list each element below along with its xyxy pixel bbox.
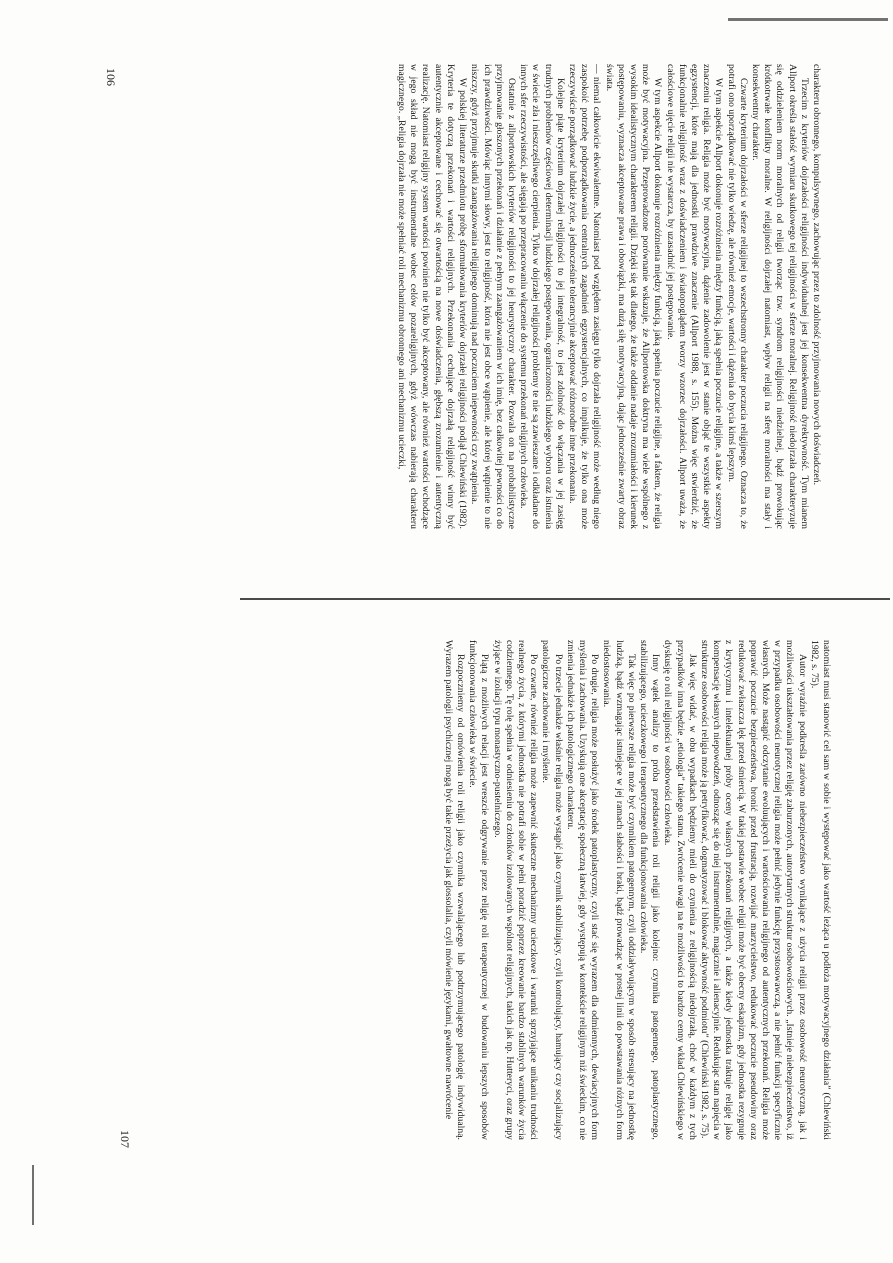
paragraph: Kolejne piąte kryterium dojrzałej religijności to jej integralność, to jest zdolność do włączania w jej zasięg trudnych problemów częściowej determinacji ludzkiego postępowania, ograniczoności ludzkiego wyboru oraz istnienia w świecie zła i nieszczęśliwego cierpienia. Tylko w dojrzałej religijności problemy te nie są zawieszane i odkładane do innych sfer rzeczywistości, ale sięgają po przepracowaniu włączenie do systemu przekonań religijnych człowieka. [518, 64, 566, 529]
page-106-text [122, 64, 822, 529]
paragraph: Czwarte kryterium dojrzałości w sferze religijnej to wszechstronny charakter poczucia religijnego. Oznacza to, że potrafi ono uporządkować nie tylko wiedzę, ale również emocje, wartości i dążenia do bycia kimś lepszym. [725, 64, 749, 529]
paragraph: — niemal całkowicie ekwiwalentne. Natomiast pod względem zasięgu tylko dojrzała religijność może według niego zaspokoić potrzebę podporządkowania centralnych zagadnień egzystencjalnych, co implikuje, że tylko ona może rzeczywiście porządkować ludzkie życie, a jednocześnie tolerancyjnie akceptować różnorodne inne przekonania. [566, 64, 603, 529]
paragraph: Ostatnie z allportowskich kryteriów religijności to jej heurystyczny charakter. Pozwala on na probabilistyczne przyjmowanie głoszonych przekonań i działanie z pełnym zaangażowaniem w ich imię, bez całkowitej pewności co do ich prawdziwości. Mówiąc innymi słowy, jest to religijność, która nie jest obce wątpienie, ale której wątpienie to nie niszczy, gdyż przyjmuje skutki zaangażowania religijnego dominują nad poczuciem niepewności czy zwątpienia. [469, 64, 517, 529]
paragraph: Autor wyraźnie podkreśla zarówno niebezpieczeństwo wynikające z użycia religii przez osobowość neurotyczną, jak i możliwości ukształtowania przez religię zaburzonych, autorytarnych struktur osobowościowych. „Istnieje niebezpieczeństwo, iż w przypadku osobowości neurotycznej religia może pełnić jedynie funkcję przystosowawczą, a nie pełnić funkcji specyficznie własnych. Może nastąpić odczytanie ewoluujących i wartościowania religijnego od autentycznych przekonań. Religia może poprawić poczucie bezpieczeństwa, bronić przed frustracją, rozwijać marzycielstwo, redukować poczucie pseudowiny oraz redukować zwłaszcza lęk przed śmiercią. W takiej postawie wobec religii może być obecny eskapizm, gdy jednostka rezygnuje z krytycyzmu i intelektualnej próby oceny własnych przekonań religijnych, a także kiedy jednostka traktuje religię jako kompensację własnych niepowodzeń, odnosząc się do niej instrumentalnie, magicznie i alienacyjnie. Redukując stan napięcia w strukturze osobowości religia może ją petryfikować, dogmatyzować i blokować aktywność podmiotu” (Chlewiński 1982, s. 75). [698, 640, 808, 1140]
page-107-text [62, 640, 832, 1140]
paragraph: Trzecim z kryteriów dojrzałości religijności indywidualnej jest jej konsekwentna dyrektywność. Tym mianem Allport określa stałość wymiaru skutkowego tej religijności w sferze moralnej. Religijność niedojrzała charakteryzuje się oddzieleniem norm moralnych od religii tworząc tzw. syndrom religijności niedzielnej, bądź prowokując krótkotrwałe konflikty moralne. W religijności dojrzałej natomiast, wpływ religii na sferę moralności ma stały i konsekwentny charakter. [749, 64, 810, 529]
scan-edge-mark [728, 18, 888, 21]
paragraph: natomiast musi stanowić cel sam w sobie i występować jako wartość leżąca u podłoża motywacyjnego działania” (Chlewiński 1982, s. 75). [808, 640, 832, 1140]
paragraph: Piątą z możliwych relacji jest wreszcie odgrywanie przez religię roli terapeutycznej w budowaniu lepszych sposobów funkcjonowania człowieka w świecie. [467, 640, 491, 1140]
scan-corner-mark [32, 1165, 48, 1225]
page-number: 106 [104, 68, 118, 86]
paragraph: W tym aspekcie Allport dokonuje rozróżnienia między funkcją, jaką spełnia poczucie religijne, a faktem, że religia może być motywacyjna. Przeprowadzone porównanie wskazuje, że Allportowska doktryna ma wiele wspólnego z wysokim idealistycznym charakterem religii. Dzięki się tak dlatego, że także oddanie nadaje zrozumiałości i kierunek postępowaniu, wyznacza akceptowane prawa i obowiązki, ma dużą siłę motywacyjną, dając jednocześnie zwarty obraz świata. [603, 64, 664, 529]
paragraph: Po drugie, religia może posłużyć jako środek patoplastyczny, czyli stać się wyrazem dla odmiennych, dewiacyjnych form myślenia i zachowania. Uzyskują one akceptację społeczną łatwiej, gdy występują w kontekście religijnym niż świeckim, co nie zmienia jednakże ich patologicznego charakteru. [564, 640, 601, 1140]
paragraph: Jak więc widać, w obu wypadkach będziemy mieli do czynienia z religijnością niedojrzałą, choć w każdym z tych przypadków inna będzie „etiologia” takiego stanu. Zwrócenie uwagi na te możliwości to bardzo cenny wkład Chlewińskiego w dyskusję o roli religijności w osobowości człowieka. [662, 640, 698, 1140]
paragraph: Po czwarte, również religia może zapewnić skuteczne mechanizmy ucieczkowe i warunki sprzyjające unikaniu trudności realnego życia, z którymi jednostka nie potrafi sobie w pełni poradzić poprzez kreowanie bardzo stabilnych warunków życia codziennego. Tę rolę spełnia w odniesieniu do członków izolowanych wspólnot religijnych, takich jak np. Hutteryci, oraz grupy żyjące w izolacji typu monastyczno-pustelniczego. [491, 640, 540, 1140]
paragraph: Inny wątek analizy to próba przedstawienia roli religii jako kolejno: czynnika patogennego, patoplastycznego, stabilizującego, ucieczkowego i terapeutycznego dla funkcjonowania człowieka. [637, 640, 662, 1140]
paragraph: W polskiej literaturze przedmiotu próbę sformułowania kryteriów dojrzałej religijności podjął Chlewiński (1982). Kryteria te dotyczą przekonań i wartości religijnych. Przekonania cechujące dojrzałą religijność winny być autentycznie akceptowane i cechować się otwartością na nowe doświadczenia, głębszą zrozumienie i autentyczną realizację. Natomiast religijny system wartości powinien nie tylko być akceptowany, ale również wartości wchodzące w jego skład nie mogą być instrumentalne wobec celów pozareligijnych, gdyż wówczas nabierają charakteru magicznego. „Religia dojrzała nie może spełniać roli mechanizmu obronnego ani mechanizmu ucieczki, [396, 64, 469, 529]
paragraph: charakteru obronnego, kompulsywnego, zachowując przez to zdolność przyjmowania nowych doświadczeń. [811, 64, 822, 486]
paragraph: Po trzecie jednakże właśnie religia może wystąpić jako czynnik stabilizujący, czyli kontrolujący, hamujący czy socjalizujący patologiczne zachowanie i myślenie. [540, 640, 564, 1140]
paragraph: Rozpoczniemy od omówienia roli religii jako czynnika wzwalającego lub podtrzymującego patologię indywidualną. Wyrazem patologii psychicznej mogą być takie przeżycia jak glossolalia, czyli mówienie językami, gwałtowne nawrócenie [442, 640, 466, 1140]
paragraph: Tak więc po pierwsze religia może być czynnikiem patogennym, czyli oddziaływującym w sposób stresujący na jednostkę ludzką, bądź wzmagając istniejące w jej ramach słabości i braki, bądź prowadząc w prostej linii do powstawania różnych form niedostosowania. [601, 640, 637, 1140]
paragraph: W tym aspekcie Allport dokonuje rozróżnienia między funkcją, jaką spełnia poczucie religijne, a także w szerszym znaczeniu religia. Religia może być motywacyjna, dążenie zadowolenie jest w stanie objąć te wszystkie aspekty egzystencji, które mają dla jednostki prawdziwe znaczenie (Allport 1988, s. 155). Można więc stwierdzić, że funkcjonalnie religijność wraz z doświadczeniem i światopoglądem tworzy wzorzec dojrzałości. Allport uważa, że całościowe ujęcie religii nie wystarcza, by uzasadnić jej postępowanie. [664, 64, 725, 529]
page-number: 107 [118, 1130, 132, 1148]
page-gutter-line [240, 598, 890, 600]
